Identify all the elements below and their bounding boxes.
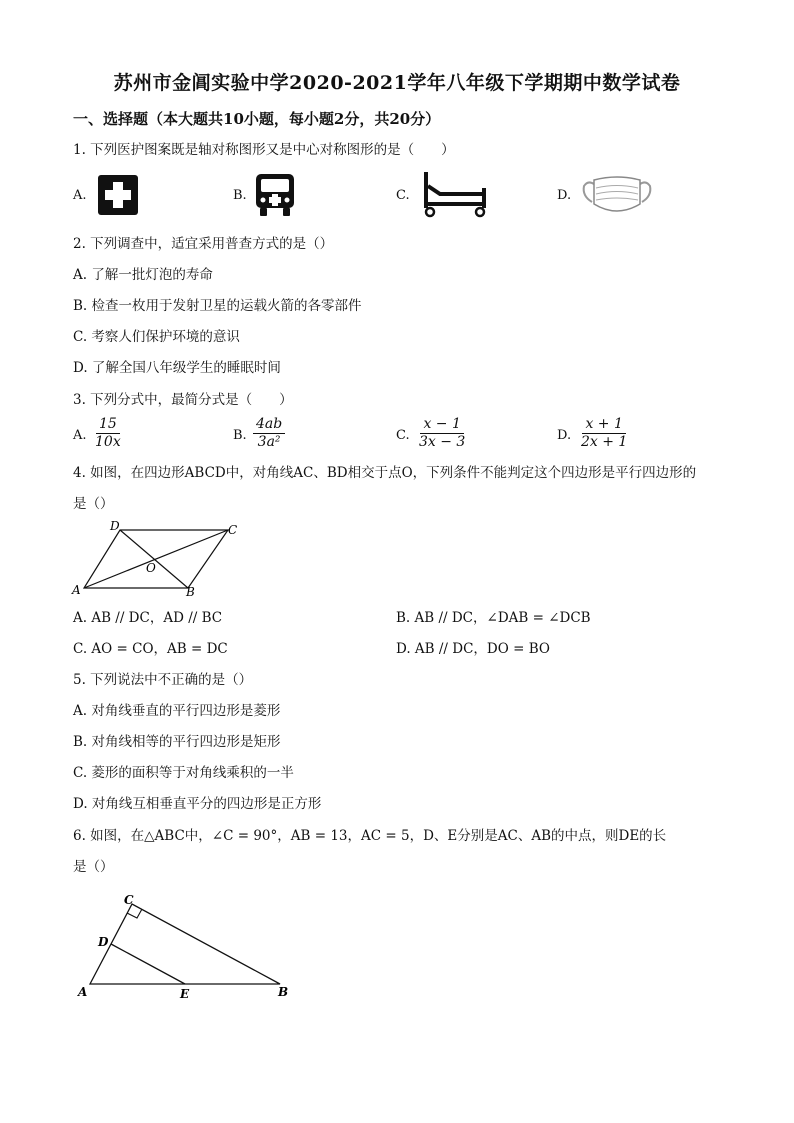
q1-stem: 1. 下列医护图案既是轴对称图形又是中心对称图形的是（ ）: [73, 142, 455, 158]
q6-label-e: E: [180, 987, 190, 1001]
q2-option-d: D. 了解全国八年级学生的睡眠时间: [73, 360, 281, 376]
q4-parallelogram-figure: [68, 518, 248, 604]
q5-option-a: A. 对角线垂直的平行四边形是菱形: [73, 703, 281, 719]
q3-fraction-d: [578, 416, 630, 451]
q2-option-a: A. 了解一批灯泡的寿命: [73, 267, 213, 283]
q6-stem-line1: 6. 如图，在△ABC中，∠C = 90°，AB = 13，AC = 5，D、E分别是AC、AB的中点，则DE的长: [73, 828, 667, 844]
ambulance-bus-icon: [254, 172, 296, 222]
q2-option-c: C. 考察人们保护环境的意识: [73, 329, 240, 345]
q4-option-c: C. AO = CO，AB = DC: [73, 641, 228, 657]
q6-triangle-figure: [76, 890, 296, 1006]
q3-fraction-b-num: 4ab: [253, 416, 285, 434]
q4-label-o: O: [146, 561, 156, 575]
q5-option-c: C. 菱形的面积等于对角线乘积的一半: [73, 765, 294, 781]
q3-fraction-d-num: x + 1: [582, 416, 625, 434]
q6-label-a: A: [78, 985, 88, 999]
q3-label-b: B.: [233, 428, 247, 443]
q1-label-c: C.: [396, 188, 410, 203]
q5-option-d: D. 对角线互相垂直平分的四边形是正方形: [73, 796, 322, 812]
page-title: 苏州市金阊实验中学2020-2021学年八年级下学期期中数学试卷: [113, 72, 681, 94]
q2-stem: 2. 下列调查中，适宜采用普查方式的是（）: [73, 236, 334, 252]
q4-option-a: A. AB // DC，AD // BC: [73, 610, 223, 626]
q3-fraction-c-den: 3x − 3: [419, 434, 466, 450]
q3-label-d: D.: [557, 428, 572, 443]
face-mask-icon: [580, 174, 654, 220]
q3-stem: 3. 下列分式中，最简分式是（ ）: [73, 392, 293, 408]
q4-label-c: C: [228, 523, 238, 537]
q4-label-b: B: [186, 585, 195, 599]
q4-label-a: A: [72, 583, 81, 597]
q3-label-c: C.: [396, 428, 410, 443]
q1-label-d: D.: [557, 188, 572, 203]
q4-stem-line2: 是（）: [73, 496, 114, 512]
medical-cross-icon: [98, 175, 138, 219]
section-heading: 一、选择题（本大题共10小题，每小题2分，共20分）: [73, 110, 441, 128]
q6-label-b: B: [278, 985, 289, 999]
q3-label-a: A.: [73, 428, 87, 443]
q3-fraction-c: [416, 416, 468, 451]
q4-option-b: B. AB // DC，∠DAB = ∠DCB: [396, 610, 591, 626]
q5-stem: 5. 下列说法中不正确的是（）: [73, 672, 253, 688]
q4-stem-line1: 4. 如图，在四边形ABCD中，对角线AC、BD相交于点O，下列条件不能判定这个四边形是平行四边形的: [73, 465, 697, 481]
q3-fraction-b: [253, 416, 285, 451]
q3-fraction-c-num: x − 1: [420, 416, 463, 434]
q4-label-d: D: [110, 519, 120, 533]
q6-label-d: D: [98, 935, 109, 949]
q3-fraction-a: [92, 416, 124, 451]
q3-fraction-d-den: 2x + 1: [581, 434, 628, 450]
q4-option-d: D. AB // DC，DO = BO: [396, 641, 550, 657]
q3-fraction-b-den: 3a²: [257, 434, 281, 450]
q3-fraction-a-den: 10x: [95, 434, 121, 450]
q3-fraction-a-num: 15: [96, 416, 120, 434]
q2-option-b: B. 检查一枚用于发射卫星的运载火箭的各零部件: [73, 298, 362, 314]
hospital-bed-icon: [420, 170, 492, 222]
q1-label-b: B.: [233, 188, 247, 203]
q6-stem-line2: 是（）: [73, 859, 114, 875]
q5-option-b: B. 对角线相等的平行四边形是矩形: [73, 734, 281, 750]
q6-label-c: C: [124, 893, 134, 907]
q1-label-a: A.: [73, 188, 87, 203]
